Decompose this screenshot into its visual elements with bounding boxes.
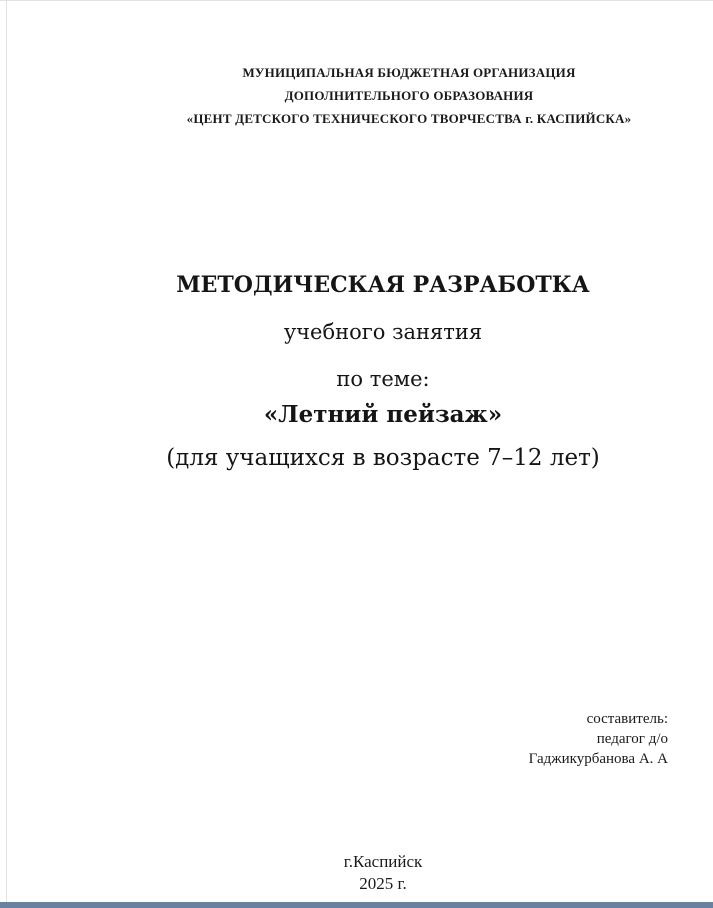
document-subtitle-topic-label: по теме: (336, 367, 430, 391)
org-header-line-3: «ЦЕНТ ДЕТСКОГО ТЕХНИЧЕСКОГО ТВОРЧЕСТВА г. КАСПИЙСКА» (186, 111, 632, 126)
document-subtitle-lesson: учебного занятия (283, 320, 483, 344)
author-position: педагог д/о (596, 731, 668, 747)
title-block (53, 270, 713, 474)
author-role-label: составитель: (586, 711, 668, 727)
document-title: МЕТОДИЧЕСКАЯ РАЗРАБОТКА (176, 272, 590, 298)
document-topic: «Летний пейзаж» (263, 401, 503, 428)
footer-block (53, 851, 713, 895)
author-name: Гаджикурбанова А. А (528, 751, 668, 767)
window-bottom-bar (0, 902, 713, 908)
org-header-line-2: ДОПОЛНИТЕЛЬНОГО ОБРАЗОВАНИЯ (284, 88, 534, 103)
footer-year: 2025 г. (359, 874, 407, 893)
page-left-edge-line (6, 0, 7, 908)
organization-header (105, 61, 713, 130)
footer-city: г.Каспийск (343, 852, 423, 871)
org-header-line-1: МУНИЦИПАЛЬНАЯ БЮДЖЕТНАЯ ОРГАНИЗАЦИЯ (242, 65, 576, 80)
author-block (529, 709, 668, 769)
document-audience: (для учащихся в возрасте 7–12 лет) (166, 445, 600, 471)
page-top-edge-line (0, 0, 713, 1)
